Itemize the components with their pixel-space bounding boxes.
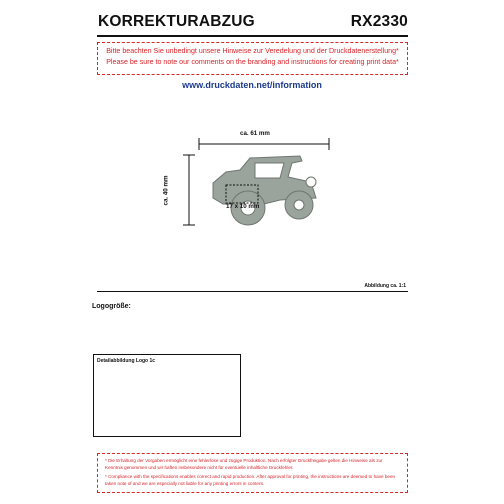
notice-box — [97, 42, 408, 75]
width-dimension-line — [199, 138, 329, 150]
disclaimer-box — [97, 453, 408, 493]
logo-detail-box — [93, 354, 241, 437]
tractor-drawing — [168, 130, 358, 240]
height-label: ca. 40 mm — [162, 175, 170, 206]
notice-text-en: Please be sure to note our comments on the branding and instructions for creating print data* — [106, 57, 399, 66]
imprint-label: 17 x 10 mm — [226, 203, 260, 210]
disclaimer-en: * Compliance with the specifications enables correct and rapid production. After approval for printing, the instructions are deemed to have been taken note of and we are especially not liable for any printing errors in content. — [105, 474, 396, 486]
page-title: KORREKTURABZUG — [98, 13, 255, 30]
product-drawing — [162, 130, 358, 240]
notice-text-de: Bitte beachten Sie unbedingt unsere Hinweise zur Veredelung und der Druckdatenerstellung* — [106, 47, 399, 55]
info-link[interactable]: www.druckdaten.net/information — [182, 80, 322, 90]
height-dimension-line — [183, 155, 195, 225]
header-rule — [97, 35, 408, 37]
front-wheel-hub — [294, 200, 304, 210]
width-label: ca. 61 mm — [240, 130, 270, 137]
cab-window — [255, 163, 284, 178]
logo-detail-label: Detailabbildung Logo 1c — [97, 358, 156, 364]
disclaimer-de: * Die Erhaltung der Vorgaben ermöglicht eine fehlerlose und zügige Produktion. Nach erfolgter Druckfreigabe gelten die Hinweise als zur Kenntnis genommen und wir haften insbesondere nicht für eventuelle inhaltliche Druckfehler. — [105, 458, 383, 470]
logo-size-label: Logogröße: — [92, 303, 131, 310]
scale-rule — [97, 291, 408, 292]
scale-label: Abbildung ca. 1:1 — [364, 283, 406, 289]
product-code: RX2330 — [350, 13, 408, 30]
